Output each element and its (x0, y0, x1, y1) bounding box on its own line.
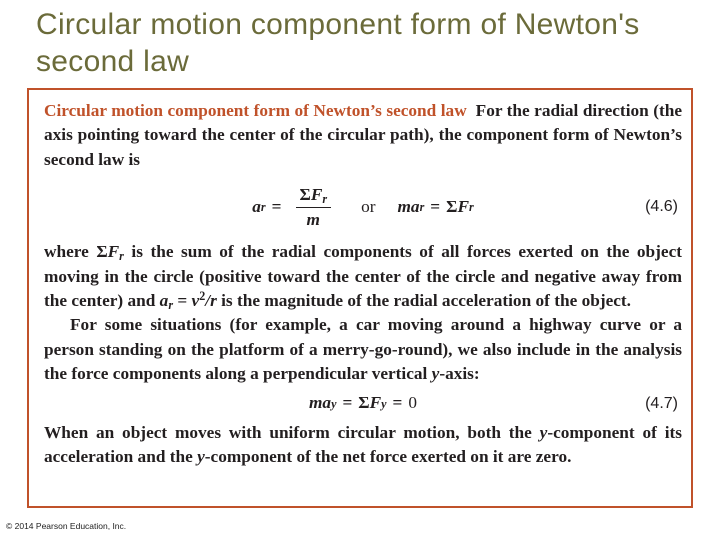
eq2-equals: = (342, 393, 353, 413)
intro-paragraph (44, 99, 682, 172)
where-paragraph (44, 240, 682, 313)
where-v-sup: 2 (199, 288, 206, 303)
where-a-sub: r (168, 298, 174, 313)
para3-t1: When an object moves with uniform circular motion, both the (44, 422, 540, 442)
where-t1: where (44, 242, 97, 262)
eq1-num-sub: r (322, 191, 328, 206)
where-t2: is the sum of the radial components of all forces exerted on the object moving in the circle (positive toward the center of the circle and negative away from the center) and (44, 242, 682, 311)
where-sigma: Σ (96, 242, 108, 262)
eq1-rhs-a: a (410, 197, 420, 217)
box-heading: Circular motion component form of Newton’s second law (44, 101, 467, 120)
equation-number-4-6: (4.6) (645, 198, 678, 216)
eq2-a: a (322, 393, 332, 413)
eq1-lhs: a (252, 197, 261, 217)
eq1-denominator: m (306, 209, 320, 229)
copyright-footer: © 2014 Pearson Education, Inc. (6, 521, 127, 531)
eq2-equals-2: = (392, 393, 403, 413)
para3-y2: y (197, 447, 205, 467)
where-sub: r (119, 249, 124, 264)
where-a: a (159, 291, 169, 311)
eq1-equals: = (271, 197, 282, 217)
uniform-motion-paragraph (44, 421, 682, 470)
para-vertical-axis (44, 313, 682, 386)
eq1-or: or (361, 197, 376, 217)
eq2-sigma: Σ (358, 393, 370, 413)
eq2-zero: 0 (408, 393, 418, 413)
where-v: v (191, 291, 200, 311)
para3-t2: -component of its acceleration and the (44, 422, 682, 467)
para2-t1: For some situations (for example, a car moving around a highway curve or a person standing on the platform of a merry-go-round), we also include in the analysis the force components along a perpendicular vertical (44, 315, 682, 384)
definition-content (44, 99, 682, 469)
equation-4-7: m a y = Σ F y = 0 (4.7) (44, 391, 682, 417)
para2-y: y (431, 364, 440, 384)
where-t3: is the magnitude of the radial acceleration of the object. (216, 291, 631, 311)
eq1-rhs-var: F (457, 197, 469, 217)
para3-t3: -component of the net force exerted on it are zero. (204, 447, 572, 467)
slide-title: Circular motion component form of Newton's second law (36, 8, 640, 78)
equation-number-4-7: (4.7) (645, 394, 678, 412)
where-slash-r: /r (205, 291, 217, 311)
para3-y1: y (539, 422, 548, 442)
eq2-m: m (308, 393, 323, 413)
equation-4-6: a r = $\frac{\Sigma F_r}{m}$ or m a r = Σ F r (4.6) (252, 184, 678, 229)
eq1-sigma: Σ (299, 184, 311, 204)
eq1-equals-2: = (430, 197, 441, 217)
eq1-fraction (296, 184, 332, 231)
eq2-var: F (369, 393, 382, 413)
intro-text: For the radial direction (the axis pointing toward the center of the circular path), the component form of Newton’s second law is (44, 101, 683, 169)
para2-t2: -axis: (439, 364, 480, 384)
eq1-numerator (296, 184, 332, 208)
where-eq: = (173, 291, 192, 311)
eq1-num-var: F (310, 184, 323, 204)
eq1-rhs-m: m (397, 197, 411, 217)
where-var: F (107, 242, 120, 262)
eq1-rhs-sigma: Σ (446, 197, 458, 217)
